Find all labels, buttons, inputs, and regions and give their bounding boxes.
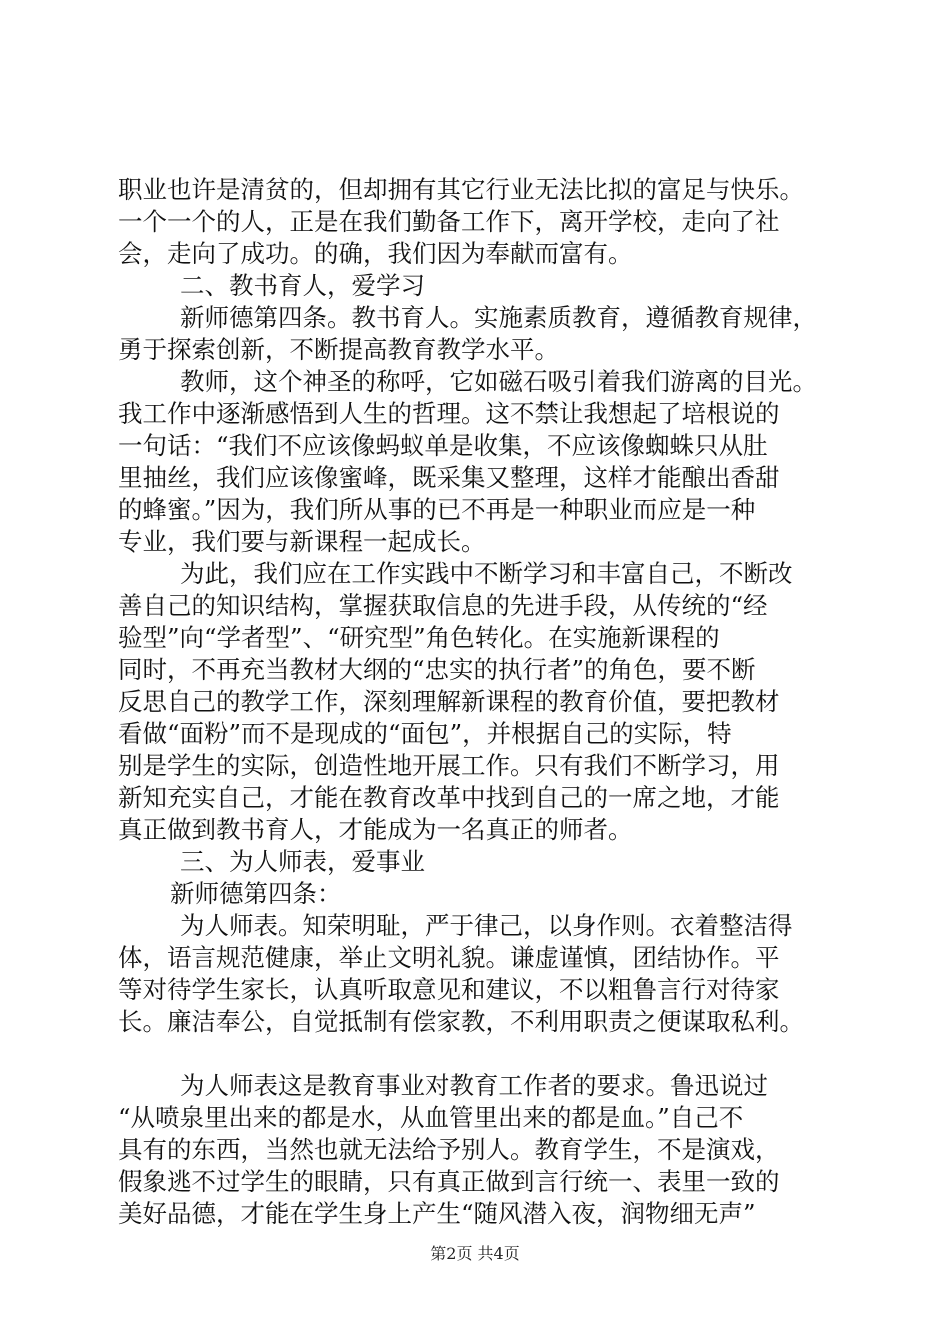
body-line: 会，走向了成功。的确，我们因为奉献而富有。: [118, 239, 633, 268]
section-heading: 二、教书育人，爱学习: [180, 271, 425, 300]
body-line: 等对待学生家长，认真听取意见和建议，不以粗鲁言行对待家: [118, 975, 780, 1004]
body-line: 我工作中逐渐感悟到人生的哲理。这不禁让我想起了培根说的: [118, 399, 780, 428]
body-line: 假象逃不过学生的眼睛，只有真正做到言行统一、表里一致的: [118, 1167, 780, 1196]
body-line: 体，语言规范健康，举止文明礼貌。谦虚谨慎，团结协作。平: [118, 943, 780, 972]
body-line: 勇于探索创新，不断提高教育教学水平。: [118, 335, 559, 364]
body-line: 新师德第四条：: [170, 879, 342, 908]
body-line: 为此，我们应在工作实践中不断学习和丰富自己，不断改: [180, 559, 793, 588]
body-line: 新知充实自己，才能在教育改革中找到自己的一席之地，才能: [118, 783, 780, 812]
body-line: 真正做到教书育人，才能成为一名真正的师者。: [118, 815, 633, 844]
section-heading: 三、为人师表，爱事业: [180, 847, 425, 876]
body-line: 里抽丝，我们应该像蜜峰，既采集又整理，这样才能酿出香甜: [118, 463, 780, 492]
body-line: 反思自己的教学工作，深刻理解新课程的教育价值，要把教材: [118, 687, 780, 716]
body-line: 一句话：“我们不应该像蚂蚁单是收集，不应该像蜘蛛只从肚: [118, 431, 768, 460]
body-line: 别是学生的实际，创造性地开展工作。只有我们不断学习，用: [118, 751, 780, 780]
body-line: 专业，我们要与新课程一起成长。: [118, 527, 486, 556]
body-line: 为人师表。知荣明耻，严于律己，以身作则。衣着整洁得: [180, 911, 793, 940]
body-line: 一个一个的人，正是在我们勤备工作下，离开学校，走向了社: [118, 207, 780, 236]
body-line: 为人师表这是教育事业对教育工作者的要求。鲁迅说过: [180, 1071, 768, 1100]
body-line: 的蜂蜜。”因为，我们所从事的已不再是一种职业而应是一种: [118, 495, 756, 524]
body-line: 善自己的知识结构，掌握获取信息的先进手段，从传统的“经: [118, 591, 768, 620]
body-line: 看做“面粉”而不是现成的“面包”，并根据自己的实际，特: [118, 719, 732, 748]
body-line: “从喷泉里出来的都是水，从血管里出来的都是血。”自己不: [118, 1103, 744, 1132]
body-line: 同时，不再充当教材大纲的“忠实的执行者”的角色，要不断: [118, 655, 756, 684]
body-line: 验型”向“学者型”、“研究型”角色转化。在实施新课程的: [118, 623, 720, 652]
body-line: 具有的东西，当然也就无法给予别人。教育学生，不是演戏，: [118, 1135, 780, 1164]
body-line: 职业也许是清贫的，但却拥有其它行业无法比拟的富足与快乐。: [118, 175, 804, 204]
body-line: 教师，这个神圣的称呼，它如磁石吸引着我们游离的目光。: [180, 367, 817, 396]
body-line: 长。廉洁奉公，自觉抵制有偿家教，不利用职责之便谋取私利。: [118, 1007, 804, 1036]
body-line: 新师德第四条。教书育人。实施素质教育，遵循教育规律，: [180, 303, 817, 332]
body-line: 美好品德，才能在学生身上产生“随风潜入夜，润物细无声”: [118, 1199, 756, 1228]
page-number-footer: 第2页 共4页: [430, 1244, 520, 1263]
